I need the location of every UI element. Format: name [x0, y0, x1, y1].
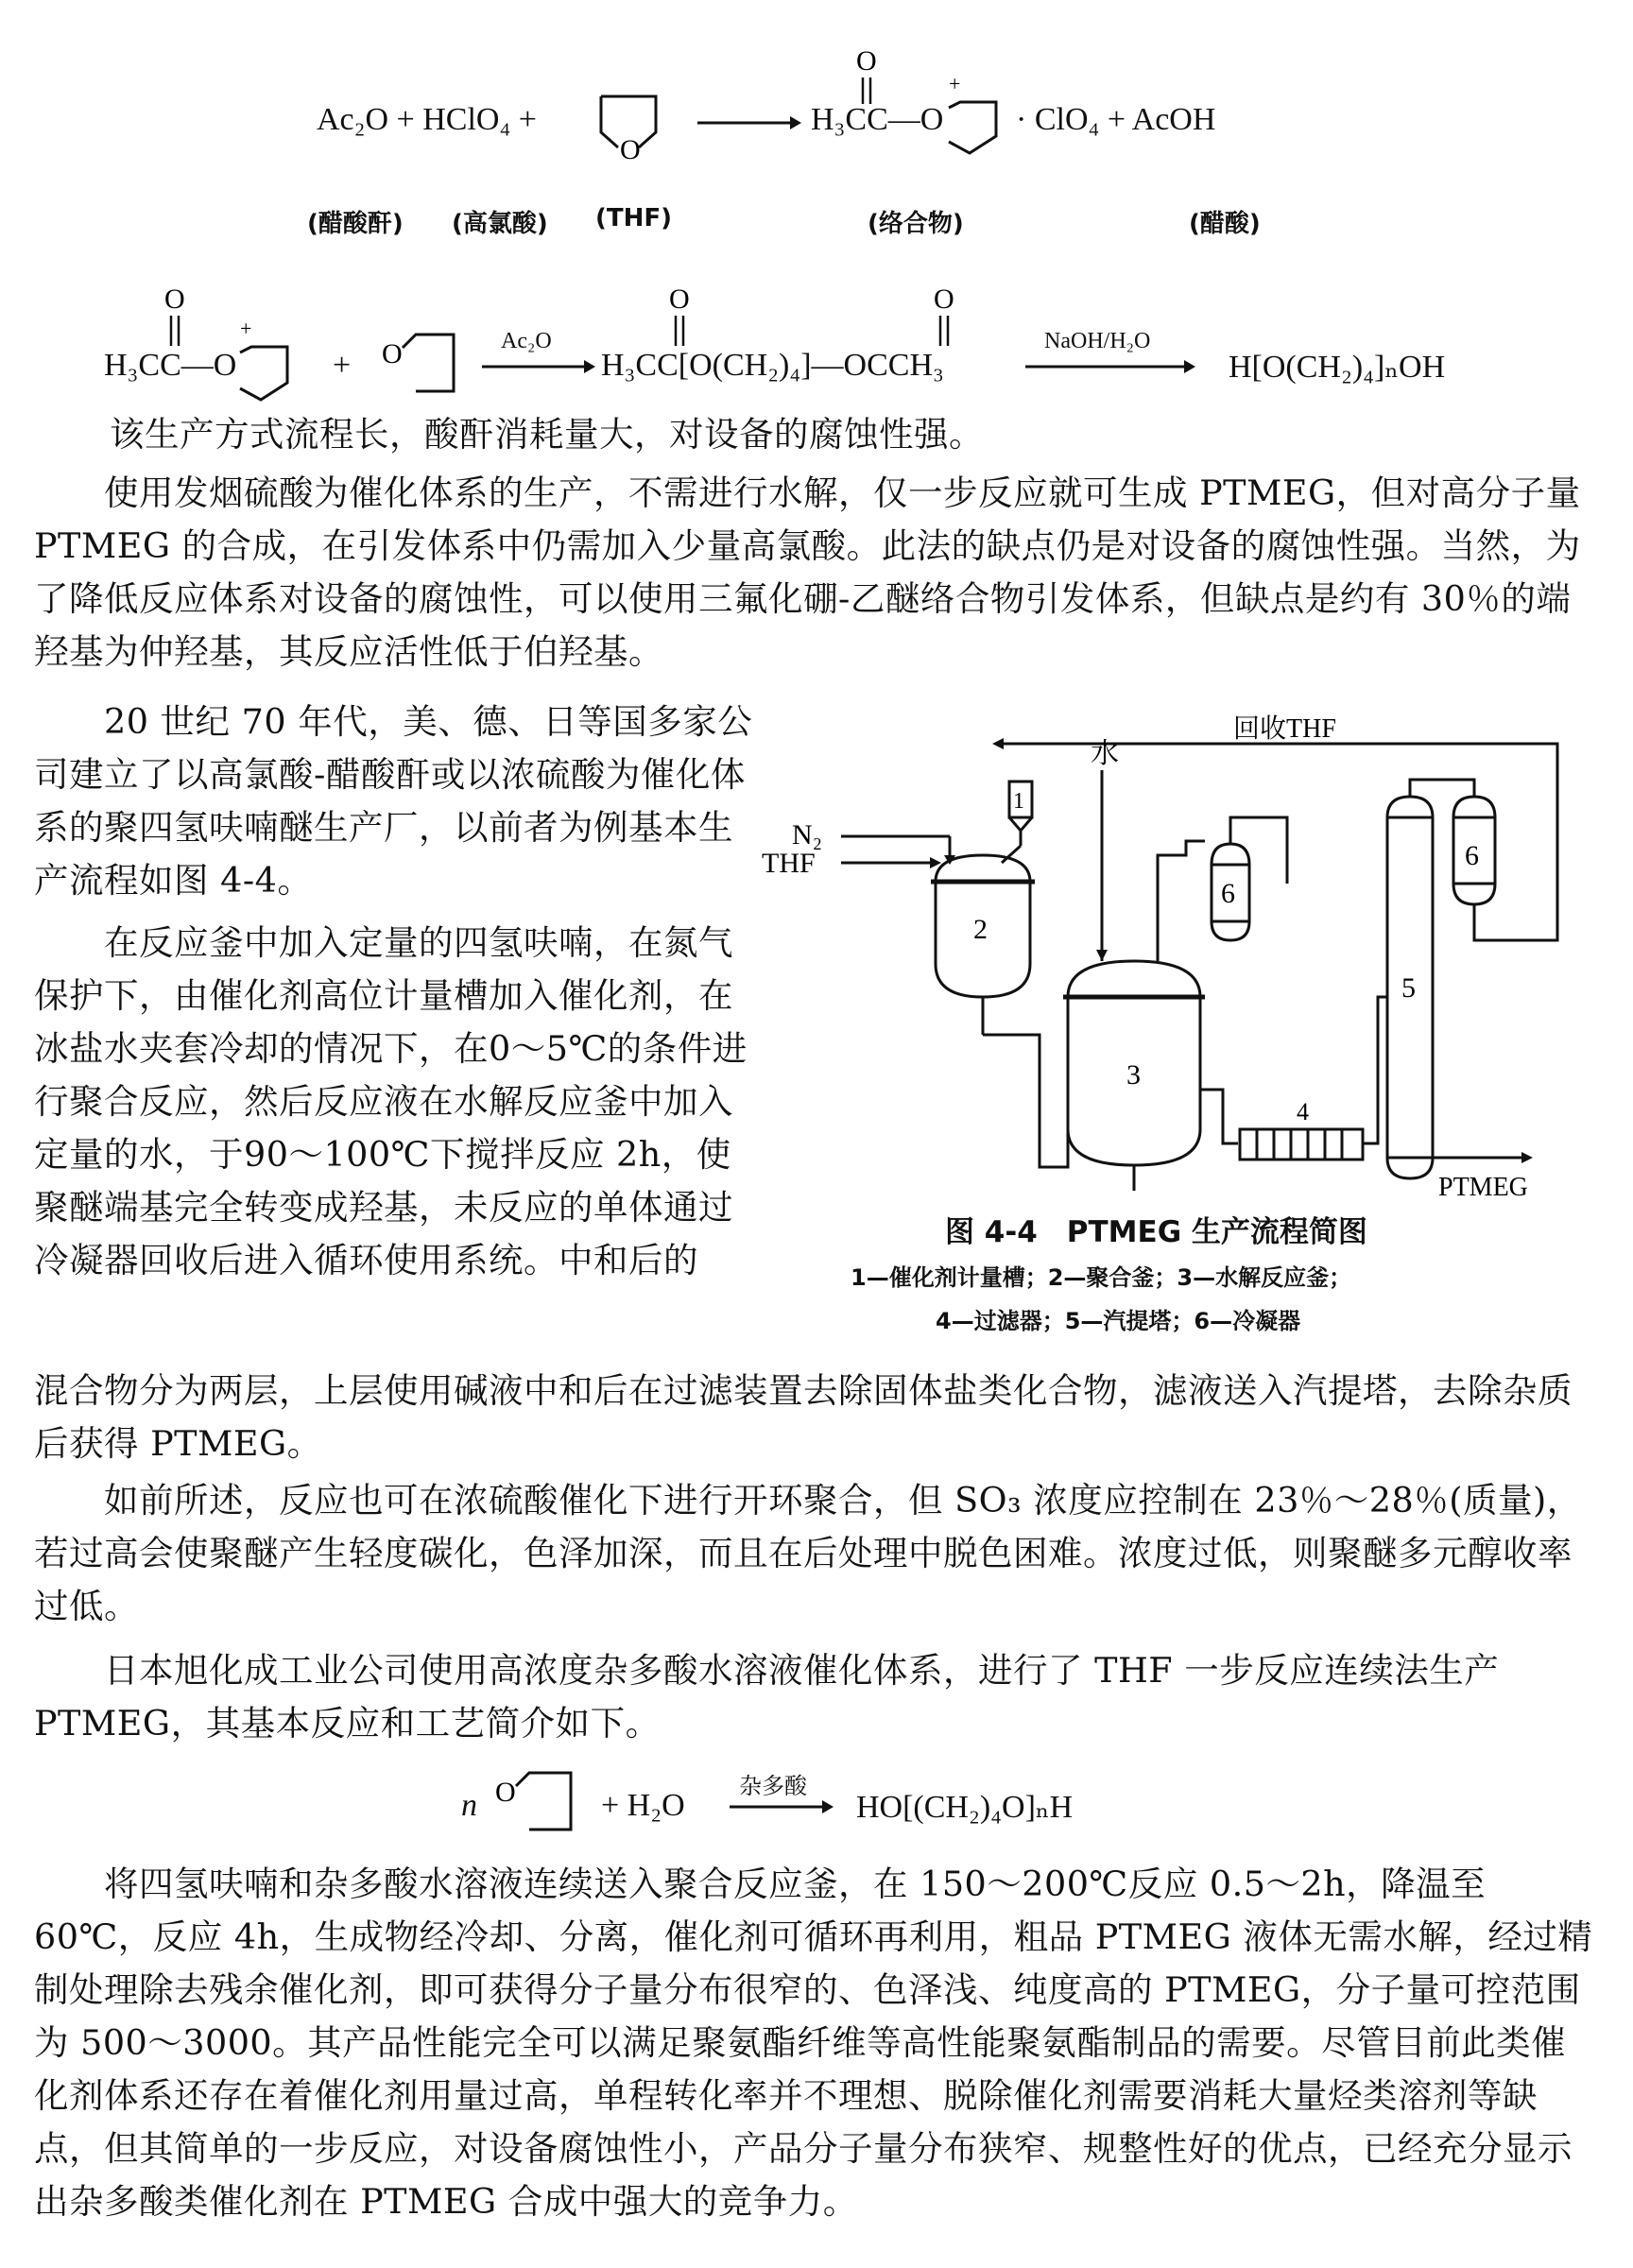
- eq1-lhs: Ac₂O + HClO₄ +: [317, 102, 537, 137]
- thf-ring-icon-2: [378, 321, 463, 397]
- unit-6-right: 6: [1465, 840, 1479, 871]
- paragraph-2: 使用发烟硫酸为催化体系的生产，不需进行水解，仅一步反应就可生成 PTMEG，但对高分子量 PTMEG 的合成，在引发体系中仍需加入少量高氯酸。此法的缺点仍是对设备的腐蚀性强。当然，为了降低反应体系对设备的腐蚀性，可以使用三氟化硼-乙醚络合物引发体系，但缺点是约有 30％的端羟基为仲羟基，其反应活性低于伯羟基。: [34, 472, 1581, 672]
- unit-3: 3: [1126, 1059, 1141, 1091]
- svg-text:O: O: [495, 1777, 516, 1808]
- svg-text:O: O: [856, 45, 877, 77]
- label-acetic-acid: (醋酸): [1189, 210, 1261, 238]
- eq3-plus-water: + H₂O: [601, 1788, 685, 1823]
- carbonyl-oxygen-3: [663, 284, 701, 350]
- eq2-plus: +: [333, 348, 352, 383]
- process-flow-diagram: [756, 713, 1588, 1205]
- reaction-arrow-4: [730, 1797, 834, 1816]
- eq3-n: n: [461, 1788, 477, 1823]
- reaction-arrow-2: [482, 357, 595, 376]
- eq1-complex-left: H₃CC—O: [811, 102, 944, 137]
- carbonyl-oxygen-2: [159, 284, 197, 350]
- svg-text:O: O: [164, 284, 185, 315]
- eq2-cat1: Ac₂O: [501, 329, 552, 353]
- eq3-cat: 杂多酸: [739, 1773, 807, 1799]
- label-thf: (THF): [595, 204, 673, 232]
- unit-4: 4: [1297, 1098, 1309, 1125]
- reaction-arrow-3: [1025, 357, 1195, 376]
- oxonium-ring-icon-2: [227, 317, 302, 402]
- eq2-intermediate: H₃CC[O(CH₂)₄]—OCCH₃: [601, 348, 944, 383]
- label-n2: N₂: [792, 819, 823, 850]
- paragraph-6: 日本旭化成工业公司使用高浓度杂多酸水溶液催化体系，进行了 THF 一步反应连续法生产 PTMEG，其基本反应和工艺简介如下。: [34, 1650, 1500, 1744]
- figure-legend-2: 4—过滤器；5—汽提塔；6—冷凝器: [936, 1308, 1301, 1334]
- paragraph-1: 该生产方式流程长，酸酐消耗量大，对设备的腐蚀性强。: [110, 414, 984, 455]
- label-acetic-anhydride: (醋酸酐): [307, 210, 404, 238]
- thf-ring-icon-3: [491, 1758, 586, 1833]
- label-perchloric-acid: (高氯酸): [452, 210, 548, 238]
- carbonyl-oxygen-4: [928, 284, 966, 350]
- label-complex: (络合物): [868, 210, 964, 238]
- figure-legend-1: 1—催化剂计量槽；2—聚合釜；3—水解反应釜；: [851, 1264, 1352, 1291]
- figure-caption: 图 4-4 PTMEG 生产流程简图: [945, 1215, 1367, 1249]
- label-water: 水: [1091, 738, 1119, 769]
- paragraph-7: 将四氢呋喃和杂多酸水溶液连续送入聚合反应釜，在 150～200℃反应 0.5～2h，降温至60℃，反应 4h，生成物经冷却、分离，催化剂可循环再利用，粗品 PTMEG 液体无需水解，经过精制处理除去残余催化剂，即可获得分子量分布很窄的、色泽浅、纯度高的 PTMEG，分子量可控范围为 500～3000。其产品性能完全可以满足聚氨酯纤维等高性能聚氨酯制品的需要。尽管目前此类催化剂体系还存在着催化剂用量过高，单程转化率并不理想、脱除催化剂需要消耗大量烃类溶剂等缺点，但其简单的一步反应，对设备腐蚀性小，产品分子量分布狭窄、规整性好的优点，已经充分显示出杂多酸类催化剂在 PTMEG 合成中强大的竞争力。: [34, 1864, 1593, 2222]
- paragraph-5: 如前所述，反应也可在浓硫酸催化下进行开环聚合，但 SO₃ 浓度应控制在 23％～28％(质量)，若过高会使聚醚产生轻度碳化，色泽加深，而且在后处理中脱色困难。浓度过低，则聚醚多元醇收率过低。: [34, 1480, 1582, 1626]
- eq3-product: HO[(CH₂)₄O]ₙH: [856, 1790, 1074, 1825]
- reaction-arrow-1: [697, 113, 801, 132]
- paragraph-3: 20 世纪 70 年代，美、德、日等国多家公司建立了以高氯酸-醋酸酐或以浓硫酸为催化体系的聚四氢呋喃醚生产厂，以前者为例基本生产流程如图 4-4。: [34, 701, 753, 901]
- eq2-left: H₃CC—O: [104, 348, 237, 383]
- eq2-product: H[O(CH₂)₄]ₙOH: [1229, 350, 1446, 385]
- oxonium-ring-icon: [936, 74, 1011, 159]
- svg-text:+: +: [240, 317, 252, 340]
- paragraph-4a: 在反应釜中加入定量的四氢呋喃，在氮气保护下，由催化剂高位计量槽加入催化剂，在冰盐水夹套冷却的情况下，在0～5℃的条件进行聚合反应，然后反应液在水解反应釜中加入定量的水，于90～100℃下搅拌反应 2h，使聚醚端基完全转变成羟基，未反应的单体通过冷凝器回收后进入循环使用系统。中和后的: [34, 922, 748, 1280]
- eq1-complex-right: · ClO₄ + AcOH: [1016, 102, 1216, 137]
- unit-2: 2: [973, 914, 988, 945]
- unit-1: 1: [1013, 789, 1024, 814]
- svg-text:O: O: [620, 134, 641, 161]
- svg-text:O: O: [669, 284, 690, 315]
- label-recycle-thf: 回收THF: [1233, 714, 1336, 744]
- svg-text:O: O: [934, 284, 954, 315]
- svg-text:O: O: [382, 338, 403, 369]
- unit-6-left: 6: [1221, 878, 1235, 909]
- label-thf-in: THF: [762, 848, 816, 879]
- thf-ring-icon: [593, 85, 669, 161]
- label-ptmeg-out: PTMEG: [1438, 1173, 1528, 1202]
- carbonyl-oxygen-1: [851, 45, 888, 106]
- unit-5: 5: [1401, 972, 1416, 1004]
- paragraph-4b: 混合物分为两层，上层使用碱液中和后在过滤装置去除固体盐类化合物，滤液送入汽提塔，去除杂质后获得 PTMEG。: [34, 1370, 1573, 1464]
- eq2-cat2: NaOH/H₂O: [1044, 329, 1151, 353]
- svg-text:+: +: [949, 74, 961, 95]
